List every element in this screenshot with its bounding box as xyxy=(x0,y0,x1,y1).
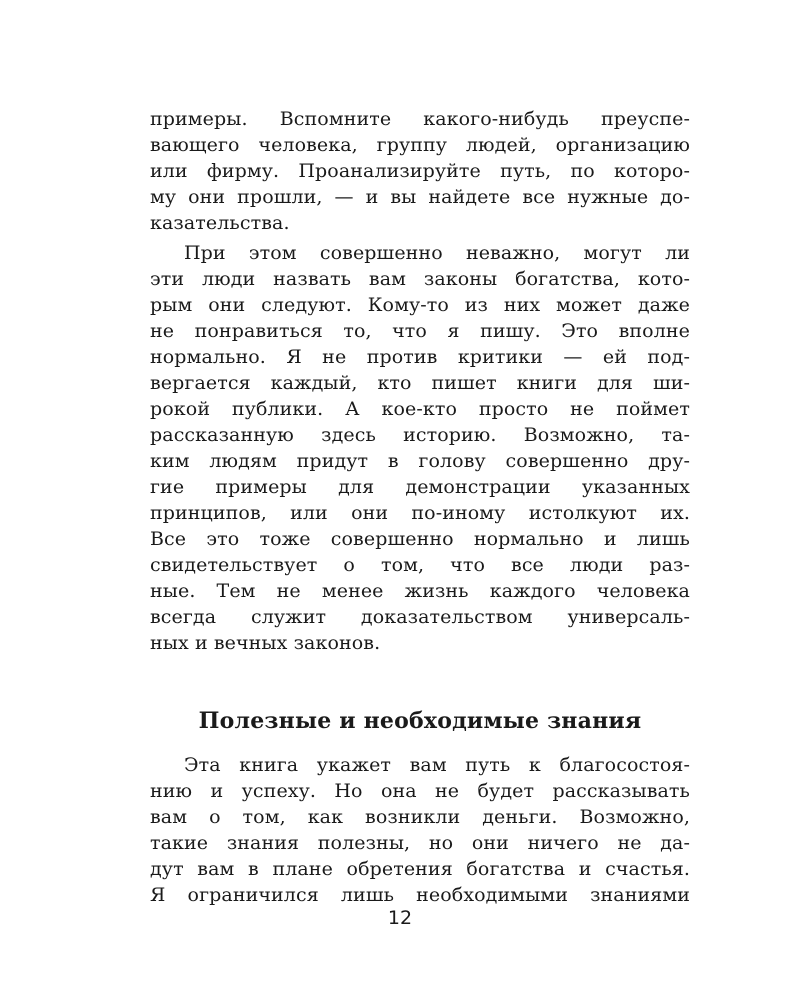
text-line: принципов, или они по-иному истолкуют их. xyxy=(150,502,690,524)
text-line: рассказанную здесь историю. Возможно, та- xyxy=(150,424,690,446)
text-line: гие примеры для демонстрации указанных xyxy=(150,476,690,498)
paragraph-2 xyxy=(150,240,690,656)
page-number: 12 xyxy=(387,907,413,929)
text-line: не понравиться то, что я пишу. Это вполне xyxy=(150,320,690,342)
text-line: такие знания полезны, но они ничего не да- xyxy=(150,832,690,854)
page-body xyxy=(150,106,690,912)
text-line: нормально. Я не против критики — ей под- xyxy=(150,346,690,368)
paragraph-1 xyxy=(150,106,690,236)
text-line: или фирму. Проанализируйте путь, по которо- xyxy=(150,160,690,182)
text-line: му они прошли, — и вы найдете все нужные до- xyxy=(150,186,690,208)
text-line: свидетельствует о том, что все люди раз- xyxy=(150,554,690,576)
text-line: вам о том, как возникли деньги. Возможно, xyxy=(150,806,690,828)
text-line: примеры. Вспомните какого-нибудь преуспе- xyxy=(150,108,690,130)
text-line: вергается каждый, кто пишет книги для ши- xyxy=(150,372,690,394)
text-line: вающего человека, группу людей, организацию xyxy=(150,134,690,156)
text-line: Все это тоже совершенно нормально и лишь xyxy=(150,528,690,550)
text-line: нию и успеху. Но она не будет рассказывать xyxy=(150,780,690,802)
text-line: всегда служит доказательством универсаль- xyxy=(150,606,690,628)
text-line: дут вам в плане обретения богатства и счастья. xyxy=(150,858,690,880)
text-line: рым они следуют. Кому-то из них может даже xyxy=(150,294,690,316)
text-line: Я ограничился лишь необходимыми знаниями xyxy=(150,884,690,906)
text-line: При этом совершенно неважно, могут ли xyxy=(184,242,690,264)
text-line: казательства. xyxy=(150,212,290,234)
text-line: рокой публики. А кое-кто просто не поймет xyxy=(150,398,690,420)
text-line: эти люди назвать вам законы богатства, кото- xyxy=(150,268,690,290)
text-line: Эта книга укажет вам путь к благосостоя- xyxy=(184,754,690,776)
paragraph-3 xyxy=(150,752,690,908)
text-line: ные. Тем не менее жизнь каждого человека xyxy=(150,580,690,602)
text-line: ким людям придут в голову совершенно дру- xyxy=(150,450,690,472)
text-line: ных и вечных законов. xyxy=(150,632,381,654)
section-heading: Полезные и необходимые знания xyxy=(198,708,642,734)
